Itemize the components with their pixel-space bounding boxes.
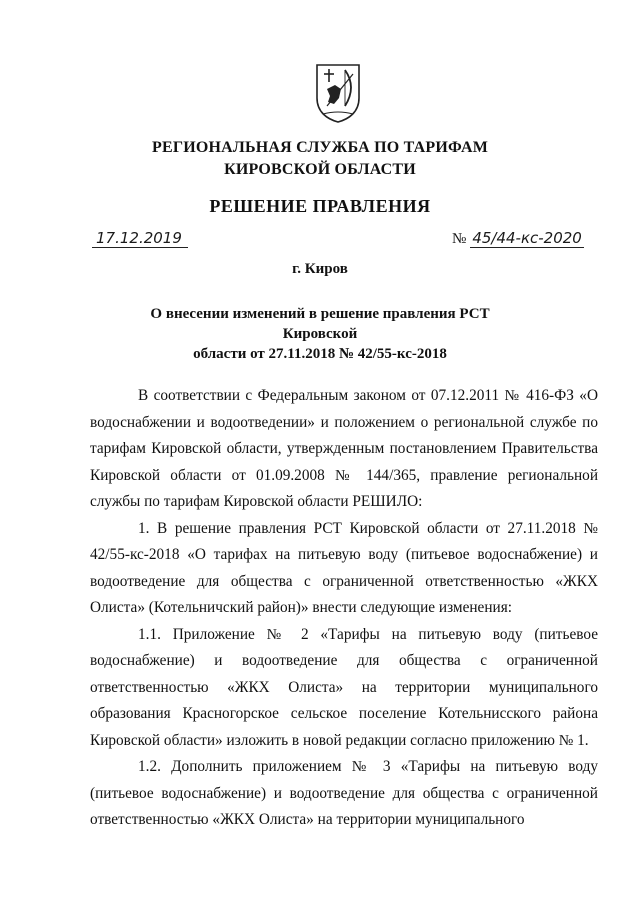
body-paragraph: 1.2. Дополнить приложением № 3 «Тарифы на питьевую воду (питьевое водоснабжение) и водоотведение для общества с ограниченной ответственностью «ЖКХ Олиста» на территории муниципального	[90, 758, 598, 828]
city-name: г. Киров	[292, 261, 348, 277]
body-paragraph: 1.1. Приложение № 2 «Тарифы на питьевую воду (питьевое водоснабжение) и водоотведение для общества с ограниченной ответственностью «ЖКХ Олиста» на территории муниципального образования Красногорское сельское поселение Котельнисского района Кировской области» изложить в новой редакции согласно приложению № 1.	[90, 625, 598, 749]
document-body	[90, 383, 598, 834]
organization-name-line-1: РЕГИОНАЛЬНАЯ СЛУЖБА ПО ТАРИФАМ	[151, 139, 489, 156]
organization-name-line-2: КИРОВСКОЙ ОБЛАСТИ	[224, 161, 416, 178]
document-subject	[120, 304, 520, 364]
body-paragraph: 1. В решение правления РСТ Кировской области от 27.11.2018 № 42/55-кс-2018 «О тарифах на питьевую воду (питьевое водоснабжение) и водоотведение для общества с ограниченной ответственностью «ЖКХ Олиста» (Котельничский район)» внести следующие изменения:	[90, 519, 598, 616]
document-date: 17.12.2019	[92, 229, 188, 248]
coat-of-arms-emblem	[313, 62, 363, 124]
subject-line-2: области от 27.11.2018 № 42/55-кс-2018	[193, 346, 447, 362]
number-sign: №	[452, 231, 467, 247]
subject-line-1: О внесении изменений в решение правления РСТ Кировской	[150, 306, 490, 342]
body-paragraph: В соответствии с Федеральным законом от 07.12.2011 № 416-ФЗ «О водоснабжении и водоотведении» и положением о региональной службе по тарифам Кировской области, утвержденным постановлением Правительства Кировской области от 01.09.2008 № 144/365, правление региональной службы по тарифам Кировской области РЕШИЛО:	[90, 387, 598, 510]
document-number-block	[452, 229, 584, 248]
document-type-title: РЕШЕНИЕ ПРАВЛЕНИЯ	[209, 196, 431, 216]
document-number: 45/44-кс-2020	[472, 229, 582, 247]
